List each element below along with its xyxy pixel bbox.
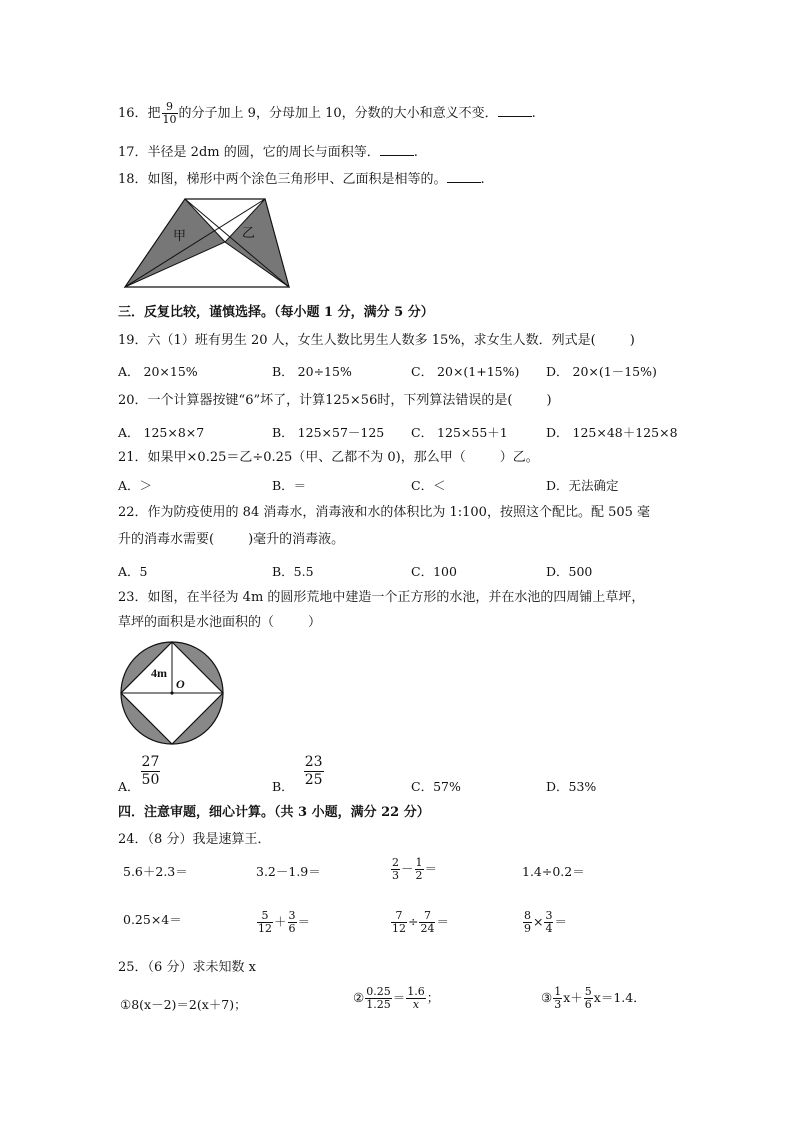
q17-end: . [413, 145, 418, 160]
equation-1 [120, 995, 247, 1013]
c6-op: ＋ [274, 914, 287, 929]
q21-close: ）乙。 [499, 450, 539, 465]
section-4-heading: 四．注意审题，细心计算。（共 3 小题，满分 22 分） [118, 805, 430, 820]
c7-n1: 7 [391, 910, 407, 923]
q23-option-a-prefix: A． [118, 779, 140, 794]
question-16 [118, 101, 536, 126]
calc-3 [390, 857, 437, 882]
calc-6 [256, 910, 310, 935]
q19-option-d[interactable]: D． 20×(1－15%) [546, 364, 657, 379]
c3-d2: 2 [415, 869, 423, 882]
c6-d2: 6 [288, 922, 296, 935]
q22-option-a[interactable]: A．5 [118, 564, 148, 579]
radius-label: 4m [151, 666, 167, 680]
c6-n1: 5 [257, 910, 273, 923]
q16-answer-blank[interactable] [498, 104, 532, 117]
eq3-x1: x＋ [563, 990, 583, 1005]
question-25: 25．（6 分）求未知数 x [118, 960, 256, 975]
eq2-frac-2 [406, 986, 426, 1011]
center-label: O [176, 677, 185, 691]
c8-op: × [533, 914, 544, 929]
c8-eq: ＝ [554, 914, 567, 929]
eq2-d2: x [412, 998, 420, 1011]
q19-text: 19．六（1）班有男生 20 人，女生人数比男生人数多 15%，求女生人数．列式是( [118, 333, 596, 348]
shaded-triangle-yi [225, 199, 289, 287]
q23-b-den: 25 [304, 772, 323, 788]
calc-1: 5.6＋2.3＝ [123, 864, 188, 879]
center-point [170, 691, 173, 694]
q22-text-a: 升的消毒水需要( [118, 532, 215, 547]
question-22-line1: 22．作为防疫使用的 84 消毒水，消毒液和水的体积比为 1:100，按照这个配比。配 505 毫 [118, 505, 651, 520]
calc-3-frac-2 [415, 857, 424, 882]
q21-option-d[interactable]: D．无法确定 [546, 478, 619, 493]
label-yi: 乙 [242, 226, 256, 241]
circle-square-figure [118, 639, 226, 747]
eq1-text: 8(x－2)＝2(x＋7)； [131, 997, 247, 1012]
q16-text: 的分子加上 9，分母加上 10，分数的大小和意义不变． [178, 106, 498, 121]
question-22-line2 [118, 531, 344, 549]
calc-4: 1.4÷0.2＝ [522, 864, 585, 879]
q21-option-c[interactable]: C．＜ [411, 478, 446, 493]
eq3-frac-1 [553, 986, 562, 1011]
q23-option-b-fraction [304, 754, 324, 789]
c7-d2: 24 [420, 922, 435, 935]
q20-option-d[interactable]: D． 125×48＋125×8 [546, 425, 678, 440]
eq2-d1: 1.25 [366, 998, 391, 1011]
q23-a-den: 50 [141, 772, 160, 788]
q23-option-d[interactable]: D．53% [546, 779, 597, 794]
c7-eq: ＝ [436, 914, 449, 929]
c6-eq: ＝ [297, 914, 311, 929]
question-17 [118, 143, 418, 162]
q22-option-d[interactable]: D．500 [546, 564, 593, 579]
question-18 [118, 170, 485, 189]
q21-option-b[interactable]: B．＝ [272, 478, 307, 493]
q16-fraction [162, 101, 178, 126]
c8-d2: 4 [545, 922, 553, 935]
c8-d1: 9 [524, 922, 531, 935]
question-19 [118, 332, 635, 350]
eq3-d1: 3 [554, 998, 562, 1011]
eq3-x2: x＝1.4． [593, 990, 646, 1005]
c8-n2: 3 [545, 909, 553, 922]
section-3-heading: 三．反复比较，谨慎选择。（每小题 1 分，满分 5 分） [118, 305, 434, 320]
eq1-mark: ① [120, 997, 132, 1012]
q16-frac-num: 9 [162, 101, 178, 114]
c6-n2: 3 [288, 909, 296, 922]
q20-option-b[interactable]: B． 125×57－125 [272, 425, 385, 440]
calc-5: 0.25×4＝ [123, 912, 182, 927]
q20-text: 20．一个计算器按键“6”坏了，计算125×56时，下列算法错误的是( [118, 393, 513, 408]
c3-op: － [401, 861, 414, 876]
q23-option-c[interactable]: C．57% [411, 779, 461, 794]
eq2-mark: ② [353, 990, 365, 1005]
c7-op: ÷ [408, 914, 419, 929]
calc-7 [390, 910, 449, 935]
calc-8 [522, 910, 567, 935]
q18-end: . [480, 172, 485, 187]
q19-option-b[interactable]: B． 20÷15% [272, 364, 352, 379]
q18-answer-blank[interactable] [447, 170, 481, 183]
question-20 [118, 392, 552, 410]
q22-option-b[interactable]: B．5.5 [272, 564, 314, 579]
q16-frac-den: 10 [162, 113, 177, 126]
q20-close: ) [546, 393, 552, 408]
q22-text-b: )毫升的消毒液。 [248, 532, 345, 547]
calc-7-frac-1 [391, 910, 407, 935]
q17-text: 17．半径是 2dm 的圆，它的周长与面积等． [118, 145, 380, 160]
c3-d1: 3 [392, 869, 399, 882]
q18-text: 18．如图，梯形中两个涂色三角形甲、乙面积是相等的。 [118, 172, 447, 187]
eq2-n1: 0.25 [366, 985, 391, 998]
eq3-n2: 5 [584, 985, 592, 998]
q16-end: . [531, 106, 536, 121]
eq2-eq: ＝ [392, 990, 406, 1005]
q20-option-c[interactable]: C． 125×55＋1 [411, 425, 508, 440]
calc-3-frac-1 [391, 857, 400, 882]
q19-close: ) [629, 333, 635, 348]
q19-option-a[interactable]: A． 20×15% [118, 364, 198, 379]
q21-text: 21．如果甲×0.25＝乙÷0.25（甲、乙都不为 0)，那么甲（ [118, 450, 466, 465]
q23-option-b[interactable] [272, 754, 325, 795]
label-jia: 甲 [173, 229, 187, 244]
question-23-line1: 23．如图，在半径为 4m 的圆形荒地中建造一个正方形的水池，并在水池的四周铺上草坪， [118, 590, 645, 605]
calc-6-frac-2 [288, 910, 297, 935]
eq3-mark: ③ [541, 990, 553, 1005]
calc-8-frac-1 [523, 910, 532, 935]
c3-n1: 2 [392, 856, 399, 869]
q23-a-num: 27 [141, 754, 160, 770]
calc-2: 3.2－1.9＝ [256, 864, 321, 879]
q23-option-b-prefix: B． [272, 779, 294, 794]
eq2-end: ； [426, 990, 440, 1005]
q23-option-a[interactable] [118, 754, 161, 795]
calc-8-frac-2 [544, 910, 553, 935]
question-24: 24．（8 分）我是速算王． [118, 832, 271, 847]
q16-prefix: 16．把 [118, 106, 161, 121]
equation-2 [353, 986, 439, 1011]
eq2-n2: 1.6 [407, 985, 425, 998]
q22-option-c[interactable]: C．100 [411, 564, 457, 579]
question-23-line2 [118, 614, 321, 632]
trapezoid-figure [118, 194, 294, 290]
c7-n2: 7 [419, 910, 435, 923]
c6-d1: 12 [258, 922, 272, 935]
q23-option-a-fraction [141, 754, 161, 789]
eq2-frac-1 [365, 986, 392, 1011]
calc-7-frac-2 [419, 910, 435, 935]
eq3-d2: 6 [584, 998, 592, 1011]
q21-option-a[interactable]: A．＞ [118, 478, 153, 493]
eq3-n1: 1 [554, 985, 562, 998]
q20-option-a[interactable]: A． 125×8×7 [118, 425, 205, 440]
eq3-frac-2 [584, 986, 593, 1011]
question-21 [118, 449, 539, 467]
c3-eq: ＝ [424, 861, 438, 876]
q23-text-a: 草坪的面积是水池面积的（ [118, 615, 275, 630]
q17-answer-blank[interactable] [380, 143, 414, 156]
c3-n2: 1 [415, 856, 423, 869]
q23-b-num: 23 [304, 754, 323, 770]
q23-text-b: ） [308, 615, 322, 630]
c7-d1: 12 [392, 922, 406, 935]
equation-3 [541, 986, 646, 1011]
c8-n1: 8 [524, 909, 531, 922]
q19-option-c[interactable]: C． 20×(1+15%) [411, 364, 520, 379]
calc-6-frac-1 [257, 910, 273, 935]
